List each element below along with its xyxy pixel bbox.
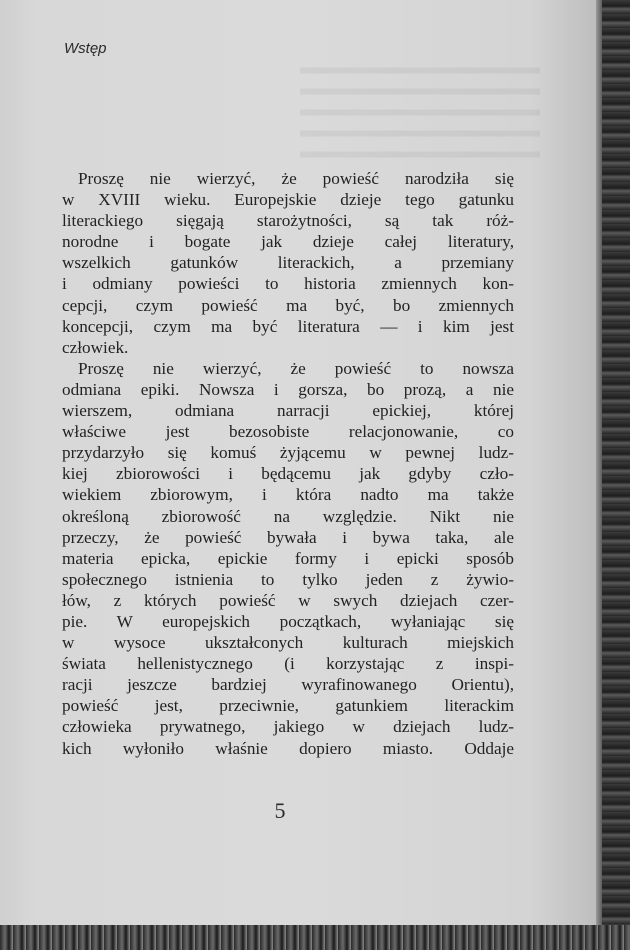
- text-line: kich wyłoniło właśnie dopiero miasto. Oddaje: [62, 738, 514, 758]
- text-line: człowieka prywatnego, jakiego w dziejach ludz-: [62, 717, 514, 737]
- text-line: w XVIII wieku. Europejskie dzieje tego gatunku: [62, 190, 514, 210]
- page-number: 5: [274, 798, 286, 823]
- text-line: powieść jest, przeciwnie, gatunkiem literackim: [62, 696, 514, 716]
- book-edge-right: [602, 0, 630, 950]
- text-line: Proszę nie wierzyć, że powieść to nowsza: [78, 358, 514, 378]
- text-line: norodne i bogate jak dzieje całej literatury,: [62, 232, 514, 252]
- paragraph: [62, 168, 514, 358]
- text-line: właściwe jest bezosobiste relacjonowanie, co: [62, 422, 514, 442]
- text-line: łów, z których powieść w swych dziejach czer-: [62, 590, 514, 610]
- running-header: Wstęp: [64, 40, 107, 57]
- text-line: kiej zbiorowości i będącemu jak gdyby czło-: [62, 464, 514, 484]
- text-line: materia epicka, epickie formy i epicki sposób: [62, 548, 514, 568]
- text-line: racji jeszcze bardziej wyrafinowanego Orientu),: [62, 675, 514, 695]
- text-line: świata hellenistycznego (i korzystając z inspi-: [62, 654, 514, 674]
- text-line: odmiana epiki. Nowsza i gorsza, bo prozą, a nie: [62, 379, 514, 399]
- text-line: i odmiany powieści to historia zmiennych kon-: [62, 274, 514, 294]
- bleed-through-text: [300, 55, 540, 165]
- text-line: przydarzyło się komuś żyjącemu w pewnej ludz-: [62, 443, 514, 463]
- text-line: Proszę nie wierzyć, że powieść narodziła się: [78, 169, 514, 188]
- text-line: wiekiem zbiorowym, i która nadto ma także: [62, 485, 514, 505]
- text-line: społecznego istnienia to tylko jeden z żywio-: [62, 569, 514, 589]
- text-line: wszelkich gatunków literackich, a przemiany: [62, 253, 514, 273]
- text-line: koncepcji, czym ma być literatura — i kim jest: [62, 316, 514, 336]
- text-line: wierszem, odmiana narracji epickiej, której: [62, 401, 514, 421]
- book-edge-bottom: [0, 925, 630, 950]
- text-line: pie. W europejskich początkach, wyłaniając się: [62, 611, 514, 631]
- text-line: w wysoce ukształconych kulturach miejskich: [62, 633, 514, 653]
- body-text: [62, 168, 514, 759]
- text-line: człowiek.: [62, 337, 129, 357]
- text-line: literackiego sięgają starożytności, są tak róż-: [62, 211, 514, 231]
- text-line: przeczy, że powieść bywała i bywa taka, ale: [62, 527, 514, 547]
- text-line: cepcji, czym powieść ma być, bo zmiennych: [62, 295, 514, 315]
- text-line: określoną zbiorowość na względzie. Nikt nie: [62, 506, 514, 526]
- paragraph: [62, 358, 514, 759]
